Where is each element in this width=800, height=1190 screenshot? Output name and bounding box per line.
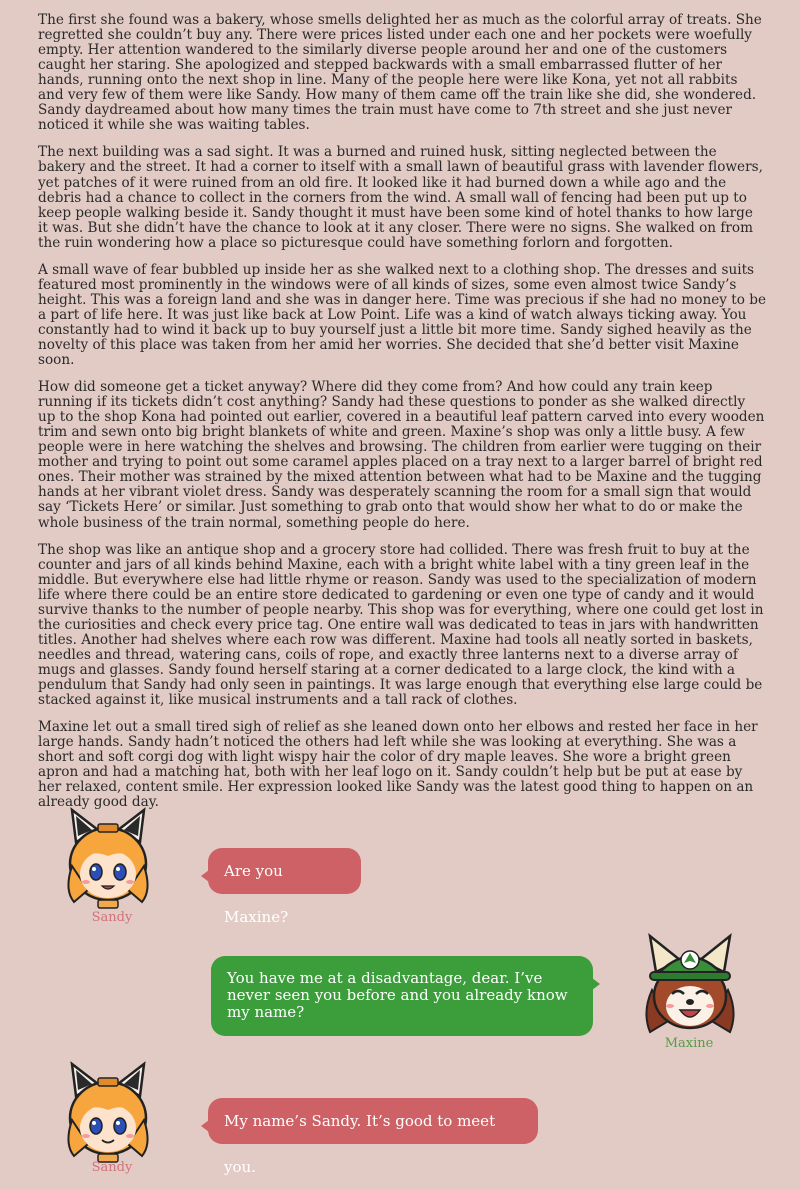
story-text (38, 0, 766, 822)
chat-message-text: You have me at a disadvantage, dear. I’ve never seen you before and you already know my name? (227, 969, 568, 1021)
chat-message-text: My name’s Sandy. It’s good to meet you. (224, 1112, 496, 1176)
maxine-avatar (638, 932, 742, 1036)
sandy-avatar (58, 1060, 158, 1164)
chat-bubble-maxine (211, 956, 593, 1036)
speaker-name-maxine: Maxine (664, 1036, 714, 1051)
story-paragraph: The next building was a sad sight. It was a burned and ruined husk, sitting neglected between the bakery and the street. It had a corner to itself with a small lawn of beautiful grass with lavender flowers, yet patches of it were ruined from an old fire. It looked like it had burned down a while ago and the debris had a chance to collect in the corners from the wind. A small wall of fencing had been put up to keep people walking beside it. Sandy thought it must have been some kind of hotel thanks to how large it was. But she didn’t have the chance to look at it any closer. There were no signs. She walked on from the ruin wondering how a place so picturesque could have something forlorn and forgotten. (38, 144, 763, 251)
bubble-tail (592, 978, 600, 990)
speaker-name-sandy: Sandy (91, 1160, 133, 1175)
speaker-name-sandy: Sandy (91, 910, 133, 925)
sandy-avatar (58, 806, 158, 910)
chat-message-text: Are you Maxine? (224, 862, 289, 926)
story-paragraph: The first she found was a bakery, whose smells delighted her as much as the colorful array of treats. She regretted she couldn’t buy any. There were prices listed under each one and her pockets were woefully empty. Her attention wandered to the similarly diverse people around her and one of the customers caught her staring. She apologized and stepped backwards with a small embarrassed flutter of her hands, running onto the next shop in line. Many of the people here were like Kona, yet not all rabbits and very few of them were like Sandy. How many of them came off the train like she did, she wondered. Sandy daydreamed about how many times the train must have come to 7th street and she just never noticed it while she was waiting tables. (38, 12, 762, 134)
story-paragraph (38, 0, 766, 1)
bubble-tail (201, 1120, 209, 1132)
story-paragraph: A small wave of fear bubbled up inside her as she walked next to a clothing shop. The dresses and suits featured most prominently in the windows were of all kinds of sizes, some even almost twice Sandy’s height. This was a foreign land and she was in danger here. Time was precious if she had no money to be a part of life here. It was just like back at Low Point. Life was a kind of watch always ticking away. You constantly had to wind it back up to buy yourself just a little bit more time. Sandy sighed heavily as the novelty of this place was taken from her amid her worries. She decided that she’d better visit Maxine soon. (38, 261, 766, 369)
bubble-tail (201, 870, 209, 882)
chat-bubble-sandy (208, 848, 361, 926)
story-paragraph: How did someone get a ticket anyway? Where did they come from? And how could any train keep running if its tickets didn’t cost anything? Sandy had these questions to ponder as she walked directly up to the shop Kona had pointed out earlier, covered in a beautiful leaf pattern carved into every wooden trim and sewn onto big bright blankets of white and green. Maxine’s shop was only a little busy. A few people were in here watching the shelves and browsing. The children from earlier were tugging on their mother and trying to point out some caramel apples placed on a tray next to a larger barrel of bright red ones. Their mother was strained by the mixed attention between what had to be Maxine and the tugging hands at her vibrant violet dress. Sandy was desperately scanning the room for a small sign that would say ‘Tickets Here’ or similar. Just something to grab onto that would show her what to do or make the whole business of the train normal, something people do here. (38, 379, 765, 531)
story-paragraph: The shop was like an antique shop and a grocery store had collided. There was fresh fruit to buy at the counter and jars of all kinds behind Maxine, each with a bright white label with a tiny green leaf in the middle. But everywhere else had little rhyme or reason. Sandy was used to the specialization of modern life where there could be an entire store dedicated to gardening or even one type of candy and it would survive thanks to the number of people nearby. This shop was for everything, where one could get lost in the curiosities and check every price tag. One entire wall was dedicated to teas in jars with handwritten titles. Another had shelves where each row was different. Maxine had tools all neatly sorted in baskets, needles and thread, watering cans, coils of rope, and exactly three lanterns next to a diverse array of mugs and glasses. Sandy found herself staring at a corner dedicated to a large clock, the kind with a pendulum that Sandy had only seen in paintings. It was large enough that everything else large could be stacked against it, like musical instruments and a tall rack of clothes. (38, 541, 764, 709)
chat-bubble-sandy (208, 1098, 538, 1176)
story-paragraph: Maxine let out a small tired sigh of relief as she leaned down onto her elbows and rested her face in her large hands. Sandy hadn’t noticed the others had left while she was looking at everything. She was a short and soft corgi dog with light wispy hair the color of dry maple leaves. She wore a bright green apron and had a matching hat, both with her leaf logo on it. Sandy couldn’t help but be put at ease by her relaxed, content smile. Her expression looked like Sandy was the latest good thing to happen on an already good day. (38, 719, 758, 811)
